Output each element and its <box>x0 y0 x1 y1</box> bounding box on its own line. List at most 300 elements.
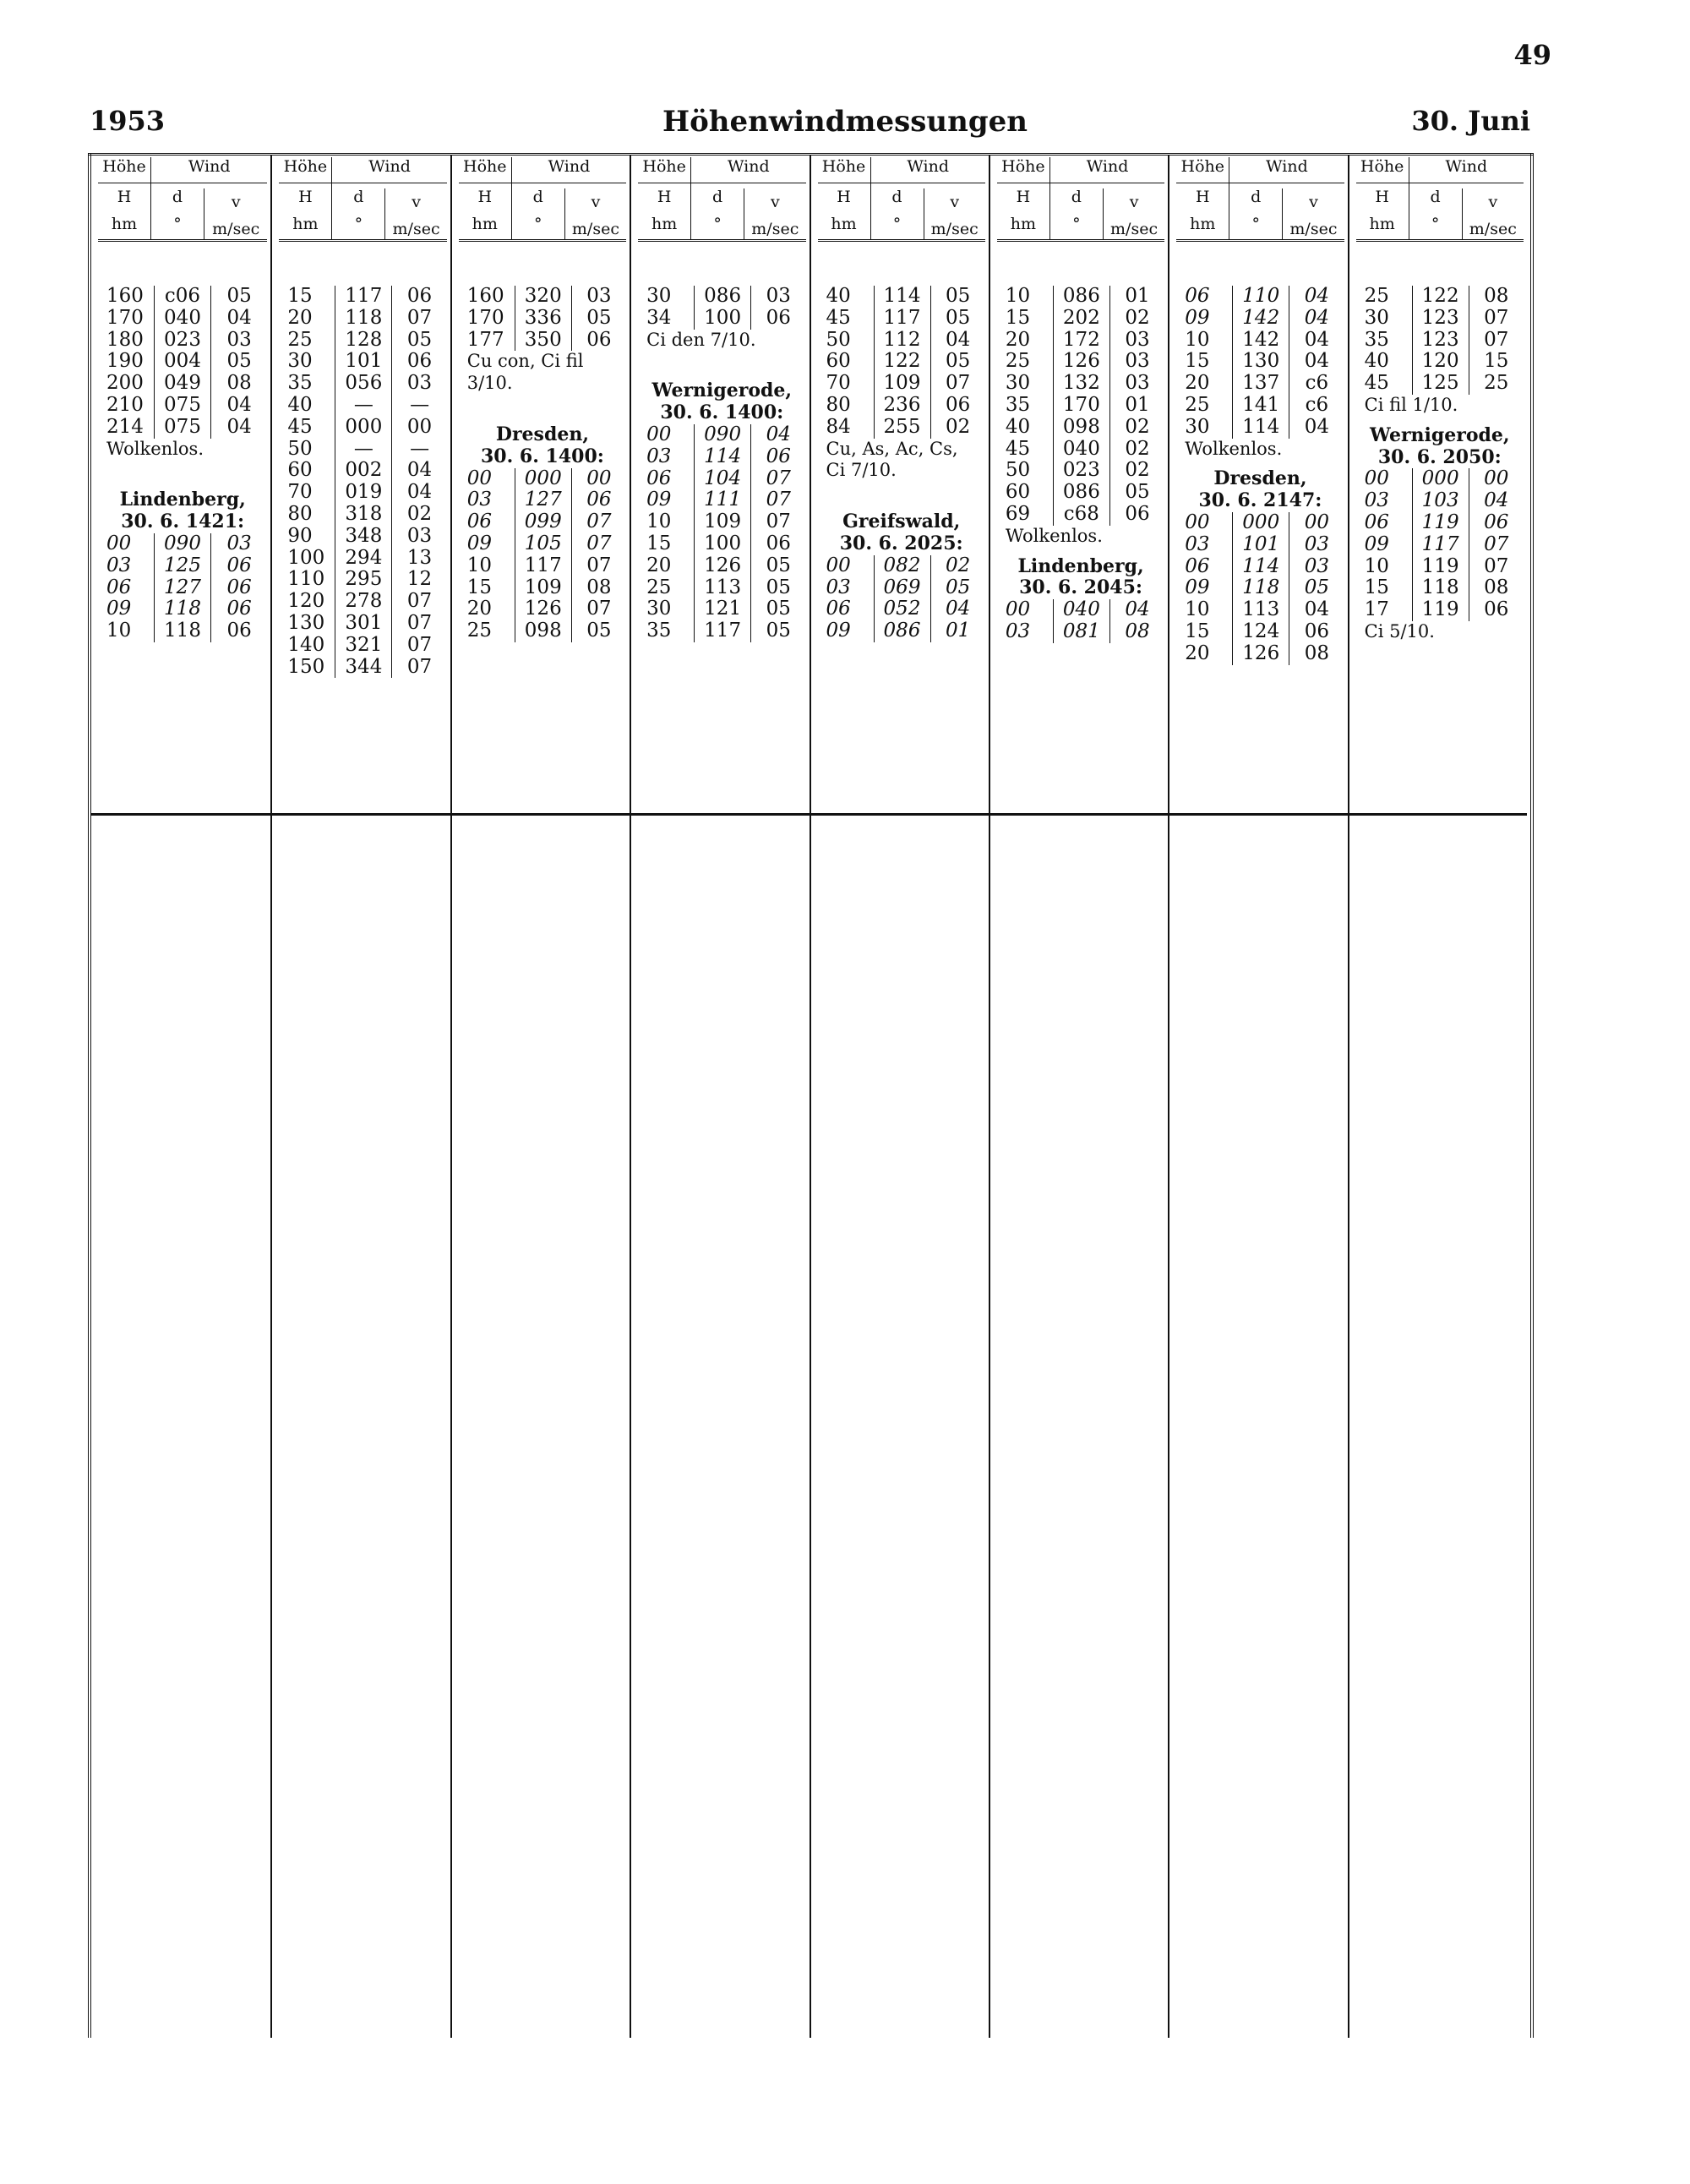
speed-cell: 07 <box>750 468 805 490</box>
station-time: 30. 6. 1421: <box>121 511 245 533</box>
speed-cell: 06 <box>1289 621 1344 643</box>
station-name: Lindenberg, <box>119 489 246 511</box>
header-height-symbol: H <box>1375 188 1389 206</box>
header-wind: Wind <box>368 157 411 176</box>
direction-cell: 318 <box>335 504 391 526</box>
height-cell: 09 <box>1364 532 1389 555</box>
direction-cell: 202 <box>1053 308 1109 330</box>
direction-cell: 118 <box>154 620 210 642</box>
height-cell: 50 <box>1005 459 1031 482</box>
speed-cell: 06 <box>210 598 267 620</box>
direction-cell: 113 <box>1232 599 1289 621</box>
height-cell: 160 <box>106 285 144 307</box>
speed-cell: 05 <box>750 555 805 577</box>
header-height-symbol: H <box>298 188 313 206</box>
direction-cell: 126 <box>515 598 571 620</box>
height-cell: 09 <box>1185 306 1210 329</box>
table-row <box>98 555 267 577</box>
table-row <box>818 577 985 599</box>
speed-cell: 07 <box>930 373 985 395</box>
header-speed-unit: m/sec <box>1110 220 1158 238</box>
column-content <box>279 156 446 678</box>
height-cell: 150 <box>287 655 325 678</box>
direction-cell: 336 <box>515 308 571 330</box>
height-cell: 45 <box>1364 372 1389 395</box>
height-cell: 10 <box>1185 598 1210 621</box>
header-hoehe: Höhe <box>997 157 1050 183</box>
height-cell: 177 <box>466 328 504 351</box>
direction-cell: 100 <box>694 308 750 330</box>
table-row <box>1356 308 1524 330</box>
direction-cell: 130 <box>1232 351 1289 373</box>
header-direction-unit: ° <box>354 215 363 233</box>
direction-cell: 109 <box>874 373 930 395</box>
height-cell: 180 <box>106 328 144 351</box>
header-height <box>279 183 332 239</box>
table-row <box>638 620 805 642</box>
speed-cell: 05 <box>750 598 805 620</box>
height-cell: 200 <box>106 372 144 395</box>
height-cell: 190 <box>106 350 144 373</box>
height-cell: 90 <box>287 524 313 547</box>
direction-cell: 075 <box>154 417 210 439</box>
height-cell: 20 <box>1185 372 1210 395</box>
column-header-top <box>1176 157 1344 183</box>
table-row <box>98 351 267 373</box>
direction-cell: 117 <box>515 555 571 577</box>
station-heading <box>997 548 1164 600</box>
cloud-note: Ci den 7/10. <box>646 329 756 350</box>
column-content <box>818 156 985 642</box>
direction-cell: 113 <box>694 577 750 599</box>
header-height-symbol: H <box>477 188 493 206</box>
table-row <box>638 533 805 555</box>
table-row <box>638 598 805 620</box>
station-time: 30. 6. 1400: <box>480 445 604 467</box>
height-cell: 20 <box>287 306 313 329</box>
station-heading <box>1176 460 1344 512</box>
direction-cell: 123 <box>1412 308 1469 330</box>
direction-cell: 125 <box>1412 373 1469 395</box>
header-height-symbol: H <box>1016 188 1031 206</box>
column-end-rule <box>1169 813 1347 816</box>
speed-cell: 03 <box>1109 351 1164 373</box>
height-cell: 84 <box>826 415 851 438</box>
table-row <box>997 417 1164 439</box>
height-cell: 15 <box>287 285 313 307</box>
speed-cell: 06 <box>210 555 267 577</box>
height-cell: 20 <box>466 598 493 620</box>
table-row <box>279 417 446 439</box>
column-header-units <box>279 183 446 242</box>
speed-cell: 05 <box>391 330 446 352</box>
table-row <box>279 548 446 570</box>
speed-cell: 08 <box>1469 286 1524 308</box>
table-row <box>1356 351 1524 373</box>
spacer <box>98 460 267 481</box>
speed-cell: 06 <box>571 489 626 511</box>
speed-cell: 03 <box>1109 330 1164 352</box>
table-column-3 <box>450 156 630 2038</box>
header-speed-unit: m/sec <box>1289 220 1338 238</box>
cloud-note: Ci fil 1/10. <box>1364 394 1458 415</box>
speed-cell: 04 <box>750 424 805 446</box>
height-cell: 06 <box>1185 285 1210 307</box>
speed-cell: c6 <box>1289 373 1344 395</box>
speed-cell: 04 <box>1469 490 1524 512</box>
height-cell: 30 <box>646 598 672 620</box>
speed-cell: 04 <box>1289 330 1344 352</box>
header-direction-symbol: d <box>172 188 183 206</box>
column-content <box>98 156 267 642</box>
speed-cell: 03 <box>391 526 446 548</box>
column-header-top <box>818 157 985 183</box>
table-row <box>818 395 985 417</box>
header-speed <box>1103 188 1164 239</box>
speed-cell: 07 <box>391 308 446 330</box>
header-height-unit: hm <box>1010 215 1036 233</box>
direction-cell: 000 <box>1232 512 1289 534</box>
table-row <box>1356 512 1524 534</box>
speed-cell: 01 <box>1109 395 1164 417</box>
direction-cell: 321 <box>335 635 391 657</box>
station-time: 30. 6. 2025: <box>839 532 963 554</box>
spacer <box>459 395 626 416</box>
table-row <box>1176 373 1344 395</box>
height-cell: 35 <box>287 372 313 395</box>
height-cell: 25 <box>466 620 493 642</box>
header-height-unit: hm <box>111 215 138 233</box>
speed-cell: 00 <box>571 468 626 490</box>
speed-cell: 02 <box>1109 417 1164 439</box>
height-cell: 50 <box>826 328 851 351</box>
header-wind: Wind <box>727 157 770 176</box>
table-row <box>997 395 1164 417</box>
table-row <box>459 468 626 490</box>
height-cell: 03 <box>646 445 672 467</box>
direction-cell: 126 <box>1232 643 1289 665</box>
speed-cell: 07 <box>391 591 446 613</box>
header-direction-symbol: d <box>1251 188 1262 206</box>
header-height <box>1176 183 1229 239</box>
station-name: Dresden, <box>1213 467 1307 490</box>
height-cell: 15 <box>1185 620 1210 642</box>
column-body <box>459 286 626 642</box>
height-cell: 25 <box>1005 350 1031 373</box>
speed-cell: 04 <box>930 598 985 620</box>
column-end-rule <box>272 813 450 816</box>
table-row <box>279 635 446 657</box>
direction-cell: 132 <box>1053 373 1109 395</box>
direction-cell: — <box>335 395 391 417</box>
direction-cell: 236 <box>874 395 930 417</box>
speed-cell: 06 <box>750 308 805 330</box>
table-row <box>279 591 446 613</box>
height-cell: 40 <box>1364 350 1389 373</box>
header-speed-symbol: v <box>770 193 780 211</box>
table-row <box>818 620 985 642</box>
speed-cell: 03 <box>750 286 805 308</box>
table-column-1 <box>91 156 270 2038</box>
speed-cell: 04 <box>210 395 267 417</box>
column-end-rule <box>990 813 1168 816</box>
cloud-note: 3/10. <box>466 373 513 394</box>
table-row <box>1176 286 1344 308</box>
speed-cell: 04 <box>1289 286 1344 308</box>
speed-cell: 07 <box>1469 330 1524 352</box>
header-speed <box>924 188 985 239</box>
speed-cell: 05 <box>750 577 805 599</box>
speed-cell: 02 <box>391 504 446 526</box>
column-content <box>997 156 1164 643</box>
speed-cell: 00 <box>1289 512 1344 534</box>
table-row <box>818 351 985 373</box>
table-row <box>98 417 267 439</box>
direction-cell: 117 <box>335 286 391 308</box>
header-direction <box>691 183 744 239</box>
direction-cell: 127 <box>515 489 571 511</box>
direction-cell: 019 <box>335 482 391 504</box>
table-row <box>997 308 1164 330</box>
direction-cell: 137 <box>1232 373 1289 395</box>
direction-cell: — <box>335 439 391 461</box>
table-row <box>638 577 805 599</box>
column-header-top <box>279 157 446 183</box>
direction-cell: 301 <box>335 613 391 635</box>
direction-cell: 117 <box>874 308 930 330</box>
table-row <box>98 620 267 642</box>
column-end-rule <box>1349 813 1527 816</box>
header-height <box>818 183 871 239</box>
direction-cell: 110 <box>1232 286 1289 308</box>
speed-cell: 00 <box>1469 468 1524 490</box>
speed-cell: — <box>391 395 446 417</box>
table-row <box>459 577 626 599</box>
height-cell: 30 <box>646 285 672 307</box>
height-cell: 34 <box>646 306 672 329</box>
direction-cell: 104 <box>694 468 750 490</box>
table-row <box>1356 330 1524 352</box>
direction-cell: 117 <box>1412 534 1469 556</box>
header-hoehe: Höhe <box>1356 157 1409 183</box>
table-row <box>98 373 267 395</box>
speed-cell: 05 <box>210 286 267 308</box>
direction-cell: 069 <box>874 577 930 599</box>
header-hoehe: Höhe <box>98 157 151 183</box>
header-height-symbol: H <box>1195 188 1210 206</box>
table-row <box>279 286 446 308</box>
speed-cell: 05 <box>930 351 985 373</box>
height-cell: 25 <box>287 328 313 351</box>
table-row <box>638 511 805 533</box>
height-cell: 20 <box>1185 642 1210 664</box>
speed-cell: 07 <box>391 635 446 657</box>
header-direction <box>332 183 384 239</box>
height-cell: 09 <box>1185 576 1210 599</box>
height-cell: 00 <box>106 532 132 554</box>
header-height-symbol: H <box>657 188 672 206</box>
height-cell: 00 <box>826 554 851 576</box>
header-height-symbol: H <box>117 188 132 206</box>
table-row <box>98 533 267 555</box>
direction-cell: 105 <box>515 533 571 555</box>
column-header-units <box>459 183 626 242</box>
header-direction-unit: ° <box>173 215 182 233</box>
direction-cell: 082 <box>874 555 930 577</box>
table-row <box>98 308 267 330</box>
direction-cell: 086 <box>1053 482 1109 504</box>
table-row <box>1356 490 1524 512</box>
header-direction-unit: ° <box>534 215 542 233</box>
height-cell: 10 <box>106 620 132 642</box>
table-row <box>279 373 446 395</box>
header-speed-symbol: v <box>950 193 960 211</box>
height-cell: 60 <box>1005 481 1031 504</box>
cloud-note: Cu con, Ci fil <box>466 351 584 372</box>
height-cell: 00 <box>646 423 672 445</box>
header-speed-unit: m/sec <box>212 220 260 238</box>
direction-cell: 099 <box>515 511 571 533</box>
table-row <box>638 489 805 511</box>
speed-cell: 02 <box>1109 460 1164 482</box>
direction-cell: 278 <box>335 591 391 613</box>
height-cell: 20 <box>646 554 672 576</box>
height-cell: 210 <box>106 393 144 416</box>
table-row <box>818 308 985 330</box>
direction-cell: 004 <box>154 351 210 373</box>
height-cell: 170 <box>466 306 504 329</box>
height-cell: 15 <box>1005 306 1031 329</box>
table-row <box>997 504 1164 526</box>
table-row <box>997 439 1164 461</box>
table-row <box>98 598 267 620</box>
speed-cell: 04 <box>391 482 446 504</box>
speed-cell: 03 <box>1109 373 1164 395</box>
header-speed <box>384 188 446 239</box>
speed-cell: 08 <box>1289 643 1344 665</box>
header-direction <box>1409 183 1462 239</box>
header-direction-symbol: d <box>1071 188 1082 206</box>
direction-cell: 170 <box>1053 395 1109 417</box>
direction-cell: 103 <box>1412 490 1469 512</box>
table-row <box>98 330 267 352</box>
height-cell: 30 <box>287 350 313 373</box>
height-cell: 03 <box>466 489 493 511</box>
direction-cell: 000 <box>335 417 391 439</box>
height-cell: 120 <box>287 590 325 613</box>
speed-cell: 02 <box>930 555 985 577</box>
table-row <box>997 351 1164 373</box>
height-cell: 80 <box>826 393 851 416</box>
table-row <box>1176 308 1344 330</box>
height-cell: 35 <box>1364 328 1389 351</box>
header-speed <box>1462 188 1524 239</box>
direction-cell: 122 <box>874 351 930 373</box>
table-column-4 <box>630 156 809 2038</box>
header-height-unit: hm <box>472 215 498 233</box>
header-hoehe: Höhe <box>279 157 332 183</box>
header-height-unit: hm <box>292 215 319 233</box>
direction-cell: c06 <box>154 286 210 308</box>
header-wind: Wind <box>907 157 950 176</box>
table-column-5 <box>810 156 989 2038</box>
direction-cell: 114 <box>694 446 750 468</box>
direction-cell: 128 <box>335 330 391 352</box>
table-row <box>1176 599 1344 621</box>
height-cell: 09 <box>646 489 672 511</box>
table-row <box>1176 621 1344 643</box>
header-speed-unit: m/sec <box>392 220 440 238</box>
table-row <box>279 482 446 504</box>
table-row <box>997 621 1164 643</box>
direction-cell: 126 <box>694 555 750 577</box>
column-header-top <box>459 157 626 183</box>
table-row <box>1356 373 1524 395</box>
table-row <box>818 417 985 439</box>
column-body <box>638 286 805 642</box>
height-cell: 06 <box>1185 554 1210 577</box>
table-row <box>279 657 446 679</box>
header-speed-unit: m/sec <box>751 220 799 238</box>
speed-cell: 07 <box>391 613 446 635</box>
direction-cell: 122 <box>1412 286 1469 308</box>
header-height <box>459 183 512 239</box>
height-cell: 35 <box>646 620 672 642</box>
direction-cell: 114 <box>874 286 930 308</box>
speed-cell: 03 <box>391 373 446 395</box>
speed-cell: 04 <box>1109 599 1164 621</box>
speed-cell: 05 <box>930 308 985 330</box>
header-speed-symbol: v <box>1129 193 1139 211</box>
speed-cell: 15 <box>1469 351 1524 373</box>
height-cell: 15 <box>466 576 493 598</box>
speed-cell: 07 <box>571 555 626 577</box>
direction-cell: 075 <box>154 395 210 417</box>
header-height <box>997 183 1050 239</box>
speed-cell: 06 <box>930 395 985 417</box>
height-cell: 10 <box>1185 328 1210 351</box>
column-body <box>1176 286 1344 665</box>
station-name: Dresden, <box>495 423 589 445</box>
station-heading <box>818 503 985 555</box>
height-cell: 45 <box>287 415 313 438</box>
direction-cell: 344 <box>335 657 391 679</box>
speed-cell: 02 <box>1109 308 1164 330</box>
table-row <box>279 330 446 352</box>
direction-cell: 126 <box>1053 351 1109 373</box>
direction-cell: 109 <box>515 577 571 599</box>
speed-cell: 05 <box>930 286 985 308</box>
height-cell: 214 <box>106 415 144 438</box>
height-cell: 50 <box>287 437 313 460</box>
header-speed <box>564 188 626 239</box>
table-row <box>1356 577 1524 599</box>
column-header-units <box>98 183 267 242</box>
spacer <box>638 351 805 372</box>
station-time: 30. 6. 2045: <box>1019 576 1143 599</box>
table-row <box>279 308 446 330</box>
speed-cell: 08 <box>1109 621 1164 643</box>
direction-cell: c68 <box>1053 504 1109 526</box>
cloud-note: Wolkenlos. <box>106 438 204 459</box>
table-row <box>638 286 805 308</box>
speed-cell: 05 <box>571 620 626 642</box>
header-direction-symbol: d <box>532 188 543 206</box>
speed-cell: 06 <box>571 330 626 352</box>
direction-cell: 123 <box>1412 330 1469 352</box>
table-row <box>279 526 446 548</box>
header-direction-unit: ° <box>1251 215 1260 233</box>
